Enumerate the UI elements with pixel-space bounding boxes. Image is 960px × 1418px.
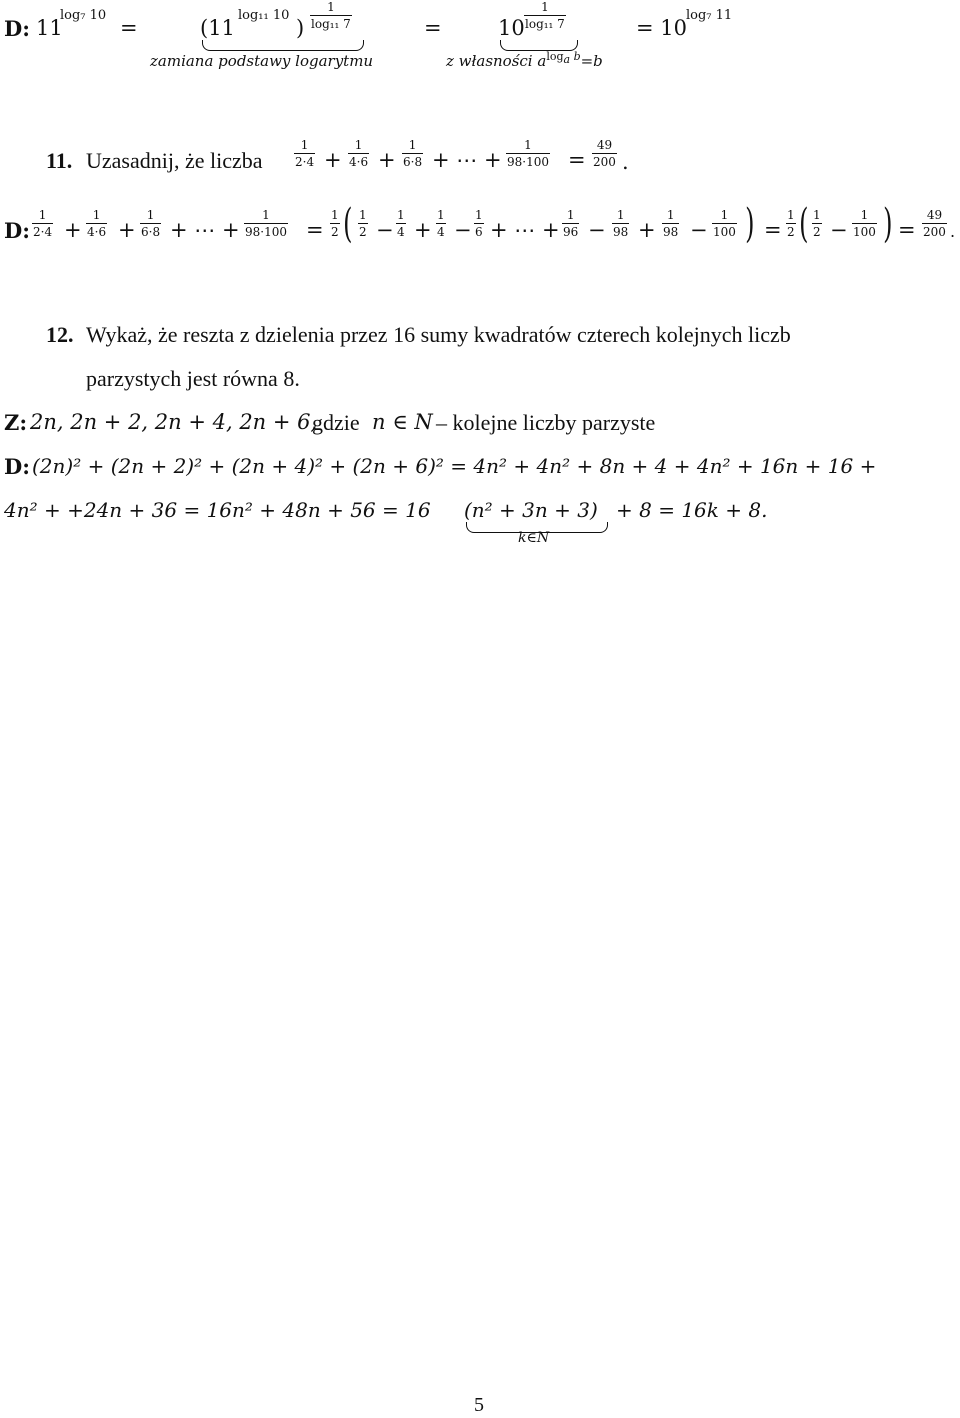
task-12-number: 12. — [46, 322, 74, 347]
proof-12-line-2b: (n² + 3n + 3) — [464, 498, 598, 522]
top-lhs-base: 11 — [36, 16, 63, 40]
assumption-12-gdzie: gdzie — [312, 410, 360, 435]
proof-11-inner-6: 1 98 — [613, 208, 629, 239]
proof-11-result: 49 200 — [923, 208, 946, 239]
brace-3-label: k∈N — [518, 530, 550, 546]
top-outer-exp: 1 log₁₁ 7 — [311, 0, 351, 31]
proof-11-lparen-2: ( — [799, 201, 809, 247]
proof-11-eq-1: = — [306, 218, 324, 242]
proof-12-line-1: (2n)² + (2n + 2)² + (2n + 4)² + (2n + 6)² = 4n² + 4n² + 8n + 4 + 4n² + 16n + 16 + — [32, 454, 877, 478]
top-paren-close: ) — [296, 16, 305, 40]
proof-11-inner-4: 1 6 — [475, 208, 483, 239]
assumption-12-rest: – kolejne liczby parzyste — [436, 410, 656, 435]
top-paren-exp: log₁₁ 10 — [238, 8, 290, 23]
assumption-12-math: 2n, 2n + 2, 2n + 4, 2n + 6, — [30, 410, 318, 434]
proof-11-minus-1: − — [376, 218, 394, 242]
proof-11-minus-5: − — [830, 218, 848, 242]
proof-11-rparen-1: ) — [745, 201, 755, 247]
task-11-plus-1: + — [324, 148, 342, 172]
proof-11-inner-3: 1 4 — [437, 208, 445, 239]
proof-11-label: D: — [4, 218, 30, 243]
proof-11-minus-3: − — [588, 218, 606, 242]
top-exp3: log₇ 11 — [686, 8, 733, 23]
brace-1 — [202, 40, 364, 51]
top-eq2: = — [424, 16, 442, 40]
task-11-frac-2: 1 4·6 — [349, 138, 369, 169]
top-paren-base: (11 — [200, 16, 235, 40]
proof-12-label: D: — [4, 454, 30, 479]
task-11-plus-2: + — [378, 148, 396, 172]
brace-1-label: zamiana podstawy logarytmu — [150, 52, 374, 70]
proof-11-plus-3: + — [414, 218, 432, 242]
task-11-frac-1: 1 2·4 — [295, 138, 315, 169]
proof-11-lparen-1: ( — [343, 201, 353, 247]
page-number: 5 — [474, 1394, 484, 1416]
task-11-dots: + ⋯ + — [432, 148, 502, 172]
assumption-12-label: Z: — [4, 410, 28, 435]
proof-11-lhs-3: 1 6·8 — [141, 208, 161, 239]
proof-11-half-2: 1 2 — [787, 208, 795, 239]
assumption-12-set: n ∈ N — [372, 410, 433, 434]
top-eq1: = — [120, 16, 138, 40]
proof-11-lhs-1: 1 2·4 — [33, 208, 53, 239]
brace-2 — [500, 40, 578, 51]
proof-11-inner-7: 1 98 — [663, 208, 679, 239]
proof-11-lhs-2: 1 4·6 — [87, 208, 107, 239]
task-12-line-1: Wykaż, że reszta z dzielenia przez 16 sumy kwadratów czterech kolejnych liczb — [86, 322, 791, 347]
task-11-number: 11. — [46, 148, 73, 173]
proof-12-line-2a: 4n² + +24n + 36 = 16n² + 48n + 56 = 16 — [4, 498, 431, 522]
brace-2-label: z własności $a^{loga}$ $^b$=b — [446, 50, 603, 70]
proof-11-period: . — [950, 222, 956, 241]
proof-11-lhs-4: 1 98·100 — [245, 208, 287, 239]
proof-11-plus-4: + — [638, 218, 656, 242]
proof-11-dots: + ⋯ + — [170, 218, 240, 242]
proof-11-dots-2: + ⋯ + — [490, 218, 560, 242]
proof-11-inner-1: 1 2 — [359, 208, 367, 239]
proof-11-inner-2: 1 4 — [397, 208, 405, 239]
task-11-period: . — [622, 150, 629, 174]
top-exp2: 1 log₁₁ 7 — [525, 0, 565, 31]
proof-11-rparen-2: ) — [883, 201, 893, 247]
top-eq3: = 10 — [636, 16, 687, 40]
proof-11-minus-4: − — [690, 218, 708, 242]
proof-11-final-1: 1 2 — [813, 208, 821, 239]
proof-11-final-2: 1 100 — [853, 208, 876, 239]
proof-11-inner-5: 1 96 — [563, 208, 579, 239]
top-label: D: — [4, 16, 30, 41]
task-11-frac-3: 1 6·8 — [403, 138, 423, 169]
top-base2: 10 — [498, 16, 525, 40]
top-lhs-exp: log₇ 10 — [60, 8, 107, 23]
proof-11-inner-8: 1 100 — [713, 208, 736, 239]
task-11-frac-4: 1 98·100 — [507, 138, 549, 169]
task-11-eq: = — [568, 148, 586, 172]
proof-11-eq-2: = — [764, 218, 782, 242]
proof-11-half: 1 2 — [331, 208, 339, 239]
task-11-result: 49 200 — [593, 138, 616, 169]
proof-12-line-2c: + 8 = 16k + 8. — [616, 498, 768, 522]
proof-11-plus-2: + — [118, 218, 136, 242]
proof-11-minus-2: − — [454, 218, 472, 242]
task-11-text: Uzasadnij, że liczba — [86, 148, 263, 173]
proof-11-eq-3: = — [898, 218, 916, 242]
task-12-line-2: parzystych jest równa 8. — [86, 366, 300, 391]
proof-11-plus-1: + — [64, 218, 82, 242]
